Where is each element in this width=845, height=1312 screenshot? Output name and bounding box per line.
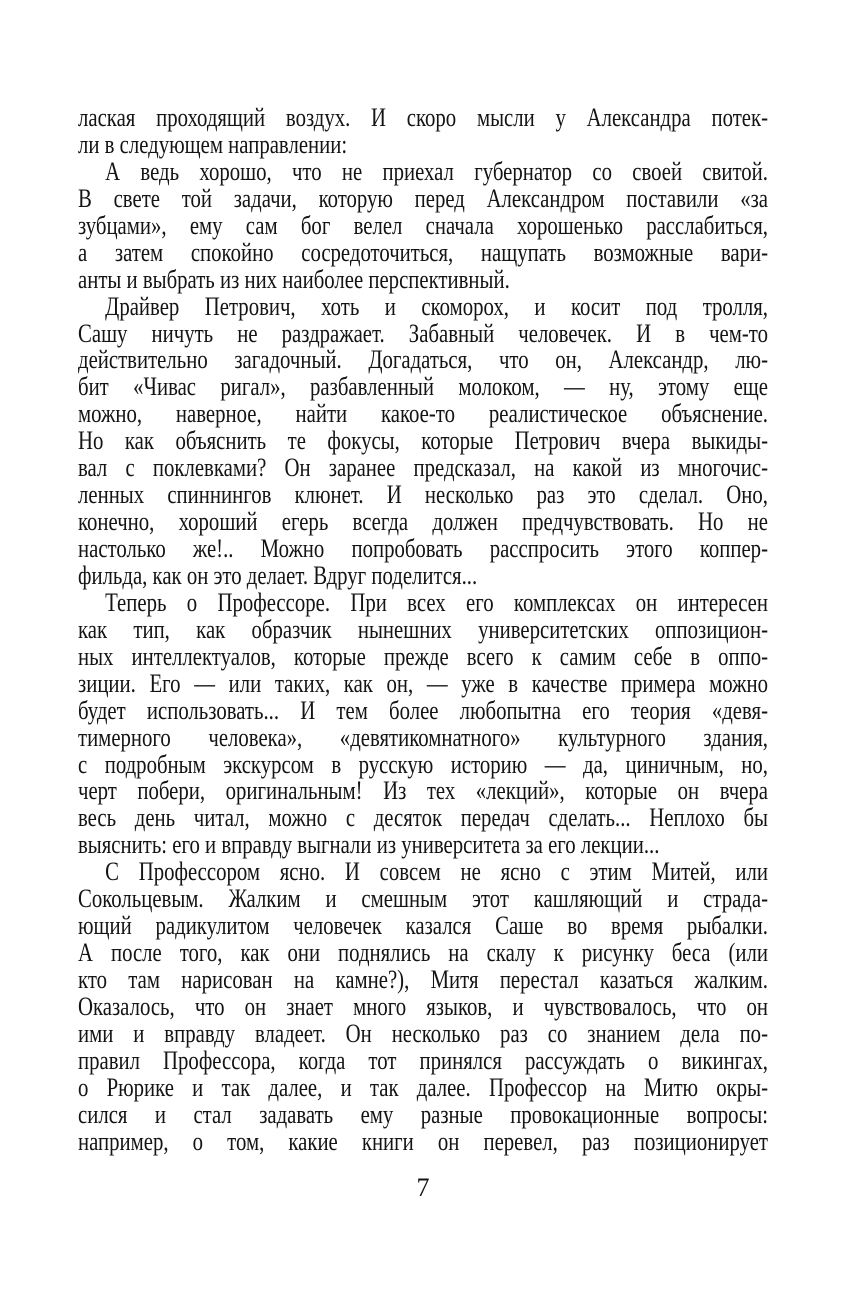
text-line: ли в следующем направлении: — [78, 129, 348, 159]
text-line: А ведь хорошо, что не приехал губернатор со своей свитой. — [105, 156, 768, 186]
text-line: кто там нарисован на камне?), Митя перестал казаться жалким. — [78, 965, 768, 994]
page-number: 7 — [416, 1173, 430, 1202]
text-line: А после того, как они поднялись на скалу к рисунку беса (или — [78, 938, 768, 968]
text-line: например, о том, какие книги он перевел, раз позиционирует — [78, 1126, 768, 1156]
text-line: правил Профессора, когда тот принялся рассуждать о викингах, — [78, 1045, 768, 1075]
text-line: тимерного человека», «девятикомнатного» культурного здания, — [78, 722, 768, 752]
text-line: ющий радикулитом человечек казался Саше во время рыбалки. — [78, 911, 768, 941]
text-line: фильда, как он это делает. Вдруг поделится... — [78, 560, 478, 590]
text-line: Но как объяснить те фокусы, которые Петрович вчера выкиды- — [78, 426, 768, 456]
text-line: действительно загадочный. Догадаться, что он, Александр, лю- — [78, 345, 768, 375]
text-line: Оказалось, что он знает много языков, и чувствовалось, что он — [78, 991, 768, 1021]
text-line: настолько же!.. Можно попробовать расспросить этого коппер- — [78, 534, 768, 563]
text-line: лаская проходящий воздух. И скоро мысли у Александра потек- — [78, 103, 768, 132]
text-line: выяснить: его и вправду выгнали из университета за его лекции... — [78, 830, 660, 860]
text-line: как тип, как образчик нынешних университетских оппозицион- — [78, 614, 768, 644]
text-line: можно, наверное, найти какое-то реалистическое объяснение. — [78, 399, 768, 429]
text-line: Теперь о Профессоре. При всех его комплексах он интересен — [105, 587, 768, 617]
text-line: С Профессором ясно. И совсем не ясно с этим Митей, или — [105, 857, 768, 887]
text-line: Драйвер Петрович, хоть и скоморох, и косит под тролля, — [105, 291, 768, 321]
text-line: бит «Чивас ригал», разбавленный молоком, — ну, этому еще — [78, 372, 768, 402]
text-line: зиции. Его — или таких, как он, — уже в качестве примера можно — [78, 668, 768, 698]
text-line: а затем спокойно сосредоточиться, нащупать возможные вари- — [78, 237, 768, 267]
text-line: вал с поклевками? Он заранее предсказал, на какой из многочис- — [78, 453, 768, 483]
text-line: будет использовать... И тем более любопытна его теория «девя- — [78, 695, 768, 725]
text-line: с подробным экскурсом в русскую историю — да, циничным, но, — [78, 749, 768, 779]
text-line: ими и вправду владеет. Он несколько раз со знанием дела по- — [78, 1018, 768, 1048]
text-line: черт побери, оригинальным! Из тех «лекций», которые он вчера — [78, 776, 768, 806]
text-line: анты и выбрать из них наиболее перспективный. — [78, 264, 510, 294]
text-line: сился и стал задавать ему разные провокационные вопросы: — [78, 1099, 768, 1129]
body-text — [78, 105, 768, 1156]
text-line: В свете той задачи, которую перед Александром поставили «за — [78, 183, 768, 213]
text-line: о Рюрике и так далее, и так далее. Профессор на Митю окры- — [78, 1072, 768, 1102]
text-line: зубцами», ему сам бог велел сначала хорошенько расслабиться, — [78, 210, 768, 240]
text-line: Сашу ничуть не раздражает. Забавный человечек. И в чем-то — [78, 318, 768, 348]
text-line: ных интеллектуалов, которые прежде всего к самим себе в оппо- — [78, 641, 768, 671]
text-line: Сокольцевым. Жалким и смешным этот кашляющий и страда- — [78, 884, 768, 914]
text-line: конечно, хороший егерь всегда должен предчувствовать. Но не — [78, 507, 768, 537]
text-line: ленных спиннингов клюнет. И несколько раз это сделал. Оно, — [78, 480, 768, 510]
text-line: весь день читал, можно с десяток передач сделать... Неплохо бы — [78, 803, 768, 833]
